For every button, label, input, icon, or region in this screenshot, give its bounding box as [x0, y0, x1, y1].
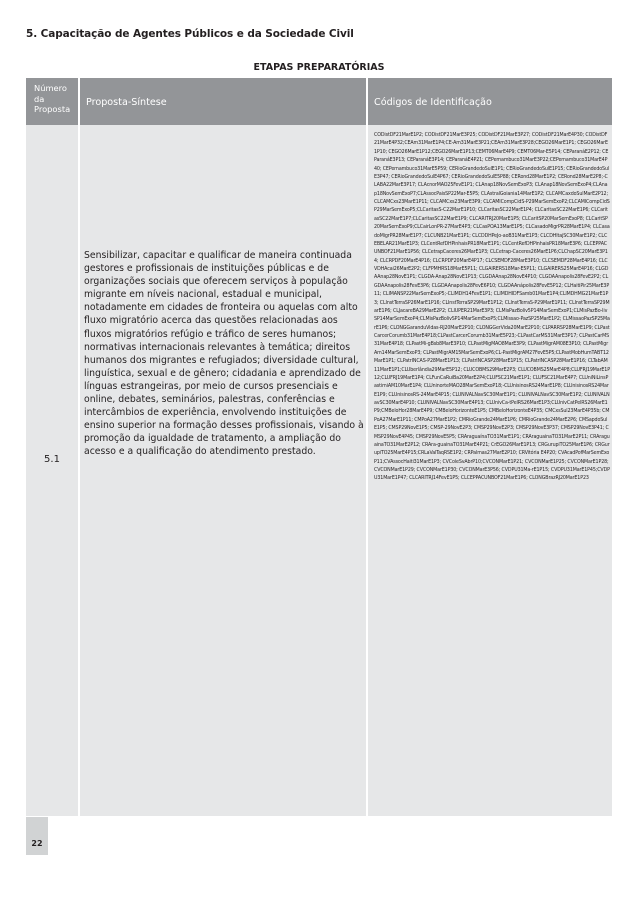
- header-number-of-proposal: [34, 83, 78, 115]
- table-header-row: [26, 78, 612, 125]
- table-title: ETAPAS PREPARATÓRIAS: [253, 62, 385, 73]
- section-title: 5. Capacitação de Agentes Públicos e da Sociedade Civil: [26, 28, 354, 40]
- proposal-synthesis-text: Sensibilizar, capacitar e qualificar de maneira continuada gestores e profissionais de instituições públicas e de organizações sociais que oferecem serviços à população migrante em níveis nacional, estadual e municipal, notadamente em cidades de fronteira ou aquelas com alto fluxo migratório acerca das questões relacionadas aos fluxos migratórios refúgio e tráfico de seres humanos; normativas internacionais relevantes à temática; direitos humanos dos migrantes e refugiados; diversidade cultural, linguística, sexual e de gênero; cidadania e aprendizado de línguas estrangeiras, por meio de cursos presenciais e online, debates, seminários, palestras, conferências e intercâmbios de experiência, envolvendo instituições de ensino superior na formação desses profissionais, visando à promoção da igualdade de tratamento, a ampliação do acesso e a qualificação do atendimento prestado.: [84, 250, 364, 458]
- proposal-number: 5.1: [44, 454, 60, 465]
- header-number-label: Número da Proposta: [34, 83, 71, 114]
- header-identification-codes: Códigos de Identificação: [374, 97, 492, 108]
- page-number: 22: [31, 839, 43, 848]
- column-divider: [78, 125, 80, 816]
- header-synthesis: Proposta-Síntese: [86, 97, 167, 108]
- table-row: [26, 125, 612, 816]
- column-divider: [366, 78, 368, 125]
- column-divider: [366, 125, 368, 816]
- column-divider: [78, 78, 80, 125]
- identification-codes-text: CODistDF21MarE1P2; CODistDF21MarE3P25; CODistDF21MarE3P27; CODistDF21MarE4P30; CODistDF21MarE4P32;CEAm31MarE1P4;CE-Am31MarE3P21;CEAm31MarE3P28;CEGO26MarE1P1; CEGO26MarE1P10; CEGO26MarE1P12;CEGO26MarE1P13;CEMT06MarE4P9; CEMT06Mar-E5P14; CEParanáE2P12; CEParanáE3P13; CEParanáE3P14; CEParanáE4P21; CEPernambuco31MarE3P22;CEPernambuco31MarE4P40; CEPernambuco31MarE5P59; CERioGrandedoSulE1P1; CERioGrandedoSulE1P15; CERioGrandedoSulE3P47; CERioGrandedoSulE4P67; CERioGrandedoSulE5P88; CERond28MarE1P2; CERond28MarE2P8;-CLABA22MarE3P17; CLAcnorMAO25FevE1P1; CLAnap18NovSemExoP3; CLAnap18NovSemExoP4;CLAnap18NovSemExoP7;CLAssocPaisSP22Mar-E5P5; CLAstralGoiania14MarE1P2; CLCAMCaxdoSulMarE2P12; CLCAMCxs23MarE1P11; CLCAMCxs23MarE3P9; CLCAMICompCidS-P29MarSemExoP2;CLCAMICompCidSP29MarSemExoP5;CLCaritasS-C22MarE1P10; CLCaritasSC22MarE1P4; CLCaritasSC22MarE1P6; CLCaritasSC22MarE1P7;CLCaritasSC22MarE1P9; CLCARITRJ20MarE1P5; CLCaritSP20MarSemExoP8; CLCaritSP20MarSemExoP9;CLCairLonPR-27MarE4P3; CLCasPOA13MarE1P5; CLCasadoMigrPR28MarE1P4; CLCasadoMigrPR28MarE1P7; CLCUNB21MarE1P1; CLCDDHPeJo-aoB31MarE1P3; CLCDHItajSC30MarE1P2; CLCEBELAR21MarE1P3; CLCentRefDHPinhaisPR18MarE1P1; CLCentRefDHPinhaisPR18MarE3P6; CLCEPPACUNBOF21MarE1P56; CLCetrapCaceres26MarE1P3; CLCetrap-Caceres26MarE1P6;CLChapSC20MarE3P14; CLCRPDF20MarE4P16; CLCRPDF20MarE4P17; CLCSEMDF28MarE3P10; CLCSEMDF28MarE4P16; CLCVDHAcai26MarE2P2; CLFPMHRS18MarE5P11; CLGAIRERS18Mar-E5P11; CLGAIRERS25MarE4P16; CLGDAAnap28NovE1P1; CLGDA-Anap28NovE1P13; CLGDAAnap28NovE4P10; CLGDAAnapolis28FevE2P2; CLGDAAnapolis28FevE3P6; CLGDAAnapolis28FevE6P10; CLGDAAnápolis28FevE5P12; CLHaitiPir25MarE3P11; CLIMANSP22MarSemExoP5;-CLIMDH14FevE1P1; CLIMDHIDFSamb01MarE1P4;CLIMDHMG21MarE1P3; CLInstTerraSP26MarE1P16; CLInstTerraSP29MarE1P12; CLInstTerraS-P29MarE1P11; CLInstTerraSP29MarE1P6; CLJacareBA29MarE2P2; CLIUPER21MarE3P3; CLMisPazBoliv5P14MarSemExoP1;CLMisPazBo-livSP14MarSemExoP4;CLMisPazBolivSP14MarSemExoP5;CLMissao-PazSP25MarE1P2; CLMissaoPazSP25MarE1P6; CLONGGaranduVidas-RJ20MarE2P10; CLONGGerVida20MarE2P10; CLPARRSP28MarE1P9; CLPastCarcerCorumb31MarE4P18;CLPastCarcerCorumb31MarE5P23;-CLPastCarMS31MarE3P17; CLPastCarMS31MarE4P18; CLPastMi-gBsb8MarE3P10; CLPastMigMAO8MarE3P9; CLPastMigrAM08E3P10; CLPastMigrAm14MarSemExoP3; CLPastMigrAM15MarSemExoP6;CL-PastMigrAM27FevE5P5;CLPastMobHumTABT12MarE1P1; CLPatrINCAS-P28MarE1P13; CLPatrINCASP28MarE1P15; CLPatrINCASP28MarE1P16; CLTabAM11MarE1P1;CLUberlândia29MarE5P12; CLUCOBMS29MarE2P3; CLUCOBMS25MarE4P8;CLUFRJ19MarE1P12;CLUFRJ19MarE1P4; CLFunCaRuiBa20MarE2P4;CLUFSC21MarE1P1; CLUFSC21MarE4P7; CLUniNiLinsPastimiAM10MarE1P4; CLUninortеMAO28MarSemExoP18;-CLUnisinosRS24MarE1P8; CLUnisinosRS24MarE1P9; CLUnisinosRS-24MarE4P15; CLUNIVALNavSC30MarE1P1; CLUNIVALNavSC30MarE1P2; CLUNIVALNavSC30MarE4P10; CLUNIVALNavSC30MarE4P13; CLUnivCa-tPelRS26MarE1P3;CLUnivCatPelRS26MarE1P9;CMBeloHor28MarE4P9; CMBeloHorizonteE1P5; CMBeloHorizonteE4P35; CMCxsSul23MarE4P35b; CMPoA27MarE1P11; CMPoA27MarE1P2; CMRioGrande24MarE1P6; CMRioGrande24MarE2P6; CMSapdoSulE1P5; CMSP29NovE1P5; CMSP-29NovE2P3; CMSP29NovE2P3; CMSP29NovE3P37; CMSP29NovE3P41; CMSP29NovE4P45; CMSP29NovE5P5; CRAraguaínaTO31MarE1P1; CRAraguainaTO31MarE2P11; CRAraguainaTO31MarE2P12; CRAra-guainaTO31MarE4P21; CrEGO26MarE1P13; CRGurupiTO25MarE1P6; CRGurupiTO25MarE4P15;CRLaValTaqRSE1P2; CRPalmas27MarE2P10; CRVitória E4P20; CVAcadPofMarSemExoP11;CVAssocHaiti31MarE1P3; CVColeSvAbrP10;CVCONMarE1P21; CVCONMarE1P25; CVCONMarE1P28; CVCONMarE1P29; CVCONMarE1P30; CVCONMarE3P56; CVDPU31Ma-rE1P15; CVDPU31MarE1P45;CVDPU31MarE1P47; CLCARITRJ14FevE1P5; CLCEPPACUNBOF21MarE1P6; CLONGBrazRJ20MarE1P23: [374, 132, 610, 482]
- page-number-tab: [26, 817, 48, 855]
